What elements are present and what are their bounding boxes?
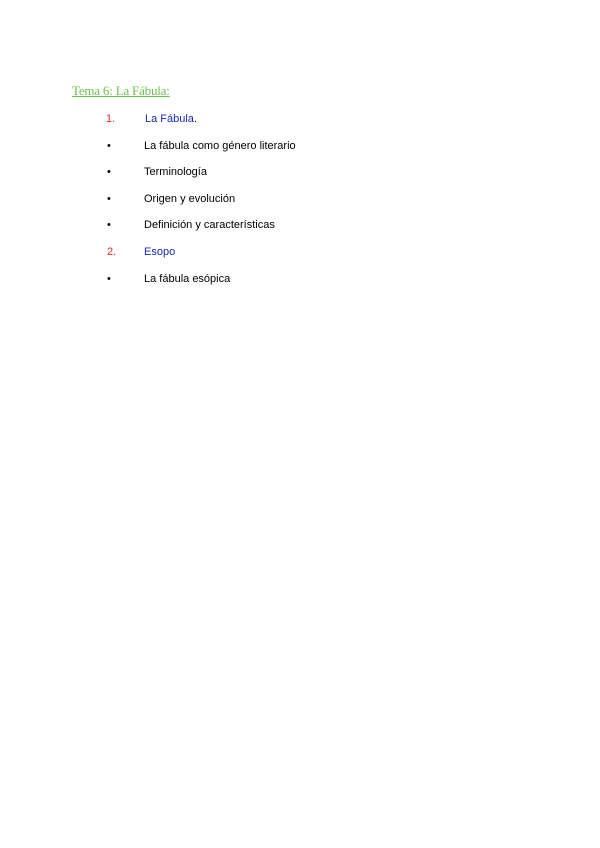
section-heading bbox=[145, 111, 197, 127]
bullet-marker: • bbox=[107, 219, 111, 231]
section-heading-text: Esopo bbox=[144, 246, 176, 258]
section-heading-text: La Fábula bbox=[145, 113, 194, 125]
bullet-marker: • bbox=[107, 273, 111, 285]
list-item-text: Definición y características bbox=[144, 219, 275, 231]
list-item-bullet bbox=[0, 138, 600, 154]
list-item-bullet bbox=[0, 217, 600, 233]
list-item-text: Terminología bbox=[144, 166, 207, 178]
list-item-section-1 bbox=[0, 111, 600, 127]
list-number: 1. bbox=[106, 113, 116, 125]
bullet-marker: • bbox=[107, 166, 111, 178]
list-item-section-2 bbox=[0, 244, 600, 260]
list-item-bullet bbox=[0, 271, 600, 287]
section-heading-period: . bbox=[193, 113, 197, 125]
list-item-text: La fábula como género literario bbox=[144, 140, 296, 152]
list-item-text: Origen y evolución bbox=[144, 193, 236, 205]
bullet-marker: • bbox=[107, 140, 111, 152]
list-number: 2. bbox=[107, 246, 117, 258]
bullet-marker: • bbox=[107, 193, 111, 205]
list-item-text: La fábula esópica bbox=[144, 273, 231, 285]
list-item-bullet bbox=[0, 191, 600, 207]
list-item-bullet bbox=[0, 164, 600, 180]
document-title: Tema 6: La Fábula: bbox=[72, 83, 170, 98]
